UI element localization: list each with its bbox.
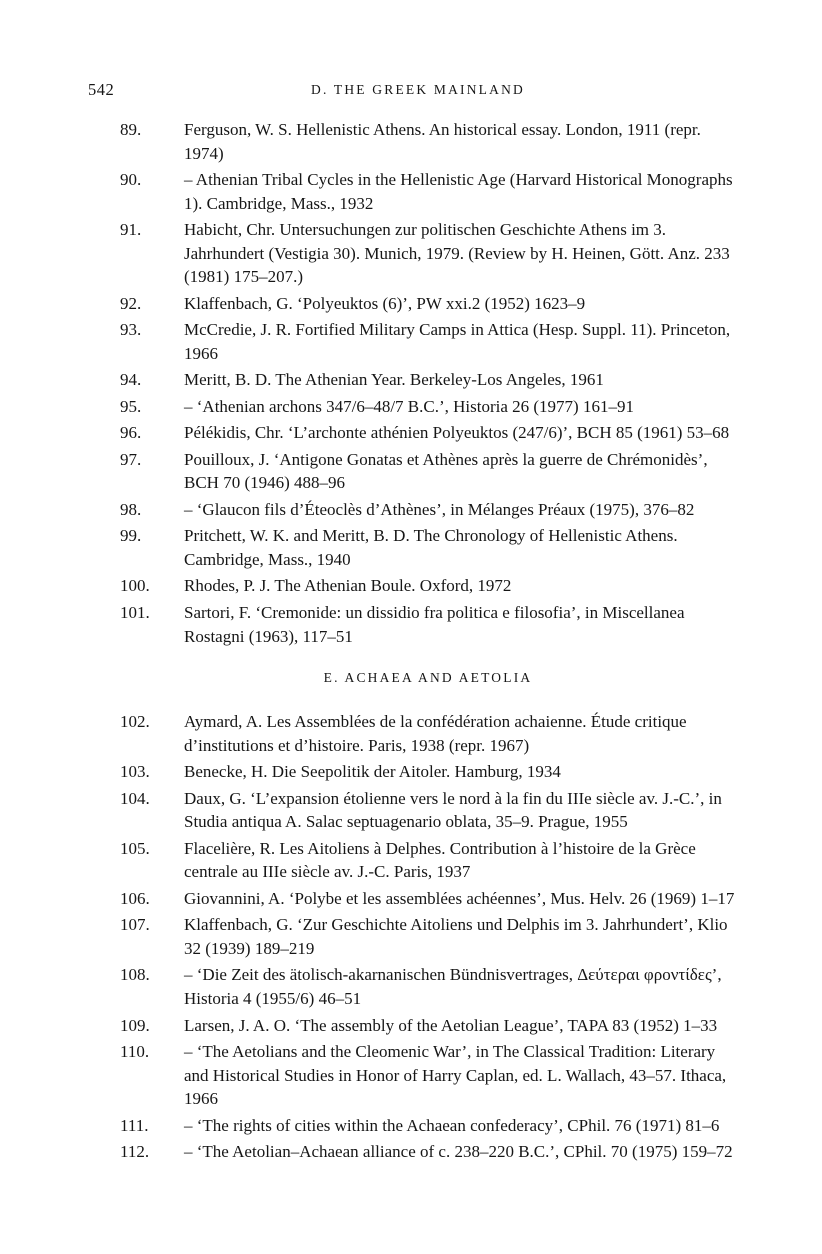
entry-number: 98. [120, 499, 142, 519]
entry-number: 90. [120, 170, 142, 190]
bibliography-entry [88, 887, 736, 911]
entry-text: – ‘The rights of cities within the Achaean confederacy’, CPhil. 76 (1971) 81–6 [184, 1115, 720, 1135]
entry-number: 96. [120, 423, 142, 443]
bibliography-list-e [88, 710, 736, 1164]
entry-number: 108. [120, 965, 150, 985]
entry-text: – ‘Die Zeit des ätolisch-akarnanischen Bündnisvertrages, Δεύτεραι φροντίδες’, Historia 4 (1955/6) 46–51 [184, 965, 722, 1009]
entry-number: 105. [120, 838, 150, 858]
entry-text: Pritchett, W. K. and Meritt, B. D. The Chronology of Hellenistic Athens. Cambridge, Mass., 1940 [184, 526, 678, 569]
entry-text: Meritt, B. D. The Athenian Year. Berkeley-Los Angeles, 1961 [184, 370, 604, 390]
entry-text: Habicht, Chr. Untersuchungen zur politischen Geschichte Athens im 3. Jahrhundert (Vestigia 30). Munich, 1979. (Review by H. Heinen, Gött. Anz. 233 (1981) 175–207.) [184, 220, 730, 287]
entry-text: Daux, G. ‘L’expansion étolienne vers le nord à la fin du IIIe siècle av. J.-C.’, in Studia antiqua A. Salac septuagenario oblata, 35–9. Prague, 1955 [184, 788, 722, 832]
bibliography-entry [88, 368, 736, 392]
bibliography-entry [88, 913, 736, 960]
entry-number: 104. [120, 788, 150, 808]
entry-text: McCredie, J. R. Fortified Military Camps in Attica (Hesp. Suppl. 11). Princeton, 1966 [184, 320, 731, 363]
bibliography-entry [88, 1040, 736, 1111]
entry-number: 112. [120, 1142, 150, 1162]
entry-number: 111. [120, 1115, 149, 1135]
entry-number: 103. [120, 762, 150, 782]
entry-number: 95. [120, 396, 142, 416]
bibliography-entry [88, 448, 736, 495]
entry-text: Larsen, J. A. O. ‘The assembly of the Aetolian League’, TAPA 83 (1952) 1–33 [184, 1015, 718, 1035]
bibliography-entry [88, 601, 736, 648]
bibliography-entry [88, 395, 736, 419]
entry-text: – ‘The Aetolian–Achaean alliance of c. 238–220 B.C.’, CPhil. 70 (1975) 159–72 [184, 1142, 733, 1162]
entry-number: 107. [120, 915, 150, 935]
bibliography-entry [88, 524, 736, 571]
entry-number: 92. [120, 293, 142, 313]
entry-number: 97. [120, 449, 142, 469]
entry-number: 91. [120, 220, 142, 240]
entry-text: Rhodes, P. J. The Athenian Boule. Oxford, 1972 [184, 576, 512, 596]
entry-number: 94. [120, 370, 142, 390]
bibliography-entry [88, 710, 736, 757]
bibliography-entry [88, 318, 736, 365]
running-head [88, 80, 748, 100]
bibliography-entry [88, 421, 736, 445]
entry-number: 101. [120, 602, 150, 622]
entry-number: 106. [120, 888, 150, 908]
bibliography-entry [88, 1114, 736, 1138]
entry-text: Pélékidis, Chr. ‘L’archonte athénien Polyeuktos (247/6)’, BCH 85 (1961) 53–68 [184, 423, 730, 443]
bibliography-entry [88, 118, 736, 165]
bibliography-entry [88, 1140, 736, 1164]
entry-number: 89. [120, 120, 142, 139]
entry-number: 100. [120, 576, 150, 596]
bibliography-entry [88, 168, 736, 215]
entry-text: – ‘The Aetolians and the Cleomenic War’, in The Classical Tradition: Literary and Historical Studies in Honor of Harry Caplan, ed. L. Wallach, 43–57. Ithaca, 1966 [184, 1042, 727, 1109]
bibliography-entry [88, 837, 736, 884]
bibliography-entry [88, 787, 736, 834]
entry-text: Klaffenbach, G. ‘Polyeuktos (6)’, PW xxi.2 (1952) 1623–9 [184, 293, 586, 313]
entry-number: 110. [120, 1042, 150, 1061]
section-heading-achaea-aetolia: E. ACHAEA AND AETOLIA [323, 670, 533, 686]
bibliography-entry [88, 963, 736, 1010]
running-title: D. THE GREEK MAINLAND [311, 82, 525, 97]
entry-text: Aymard, A. Les Assemblées de la confédération achaienne. Étude critique d’institutions et d’histoire. Paris, 1938 (repr. 1967) [184, 712, 687, 755]
entry-text: – ‘Athenian archons 347/6–48/7 B.C.’, Historia 26 (1977) 161–91 [184, 396, 634, 416]
entry-text: Benecke, H. Die Seepolitik der Aitoler. Hamburg, 1934 [184, 762, 561, 782]
entry-number: 102. [120, 712, 150, 732]
bibliography-entry [88, 760, 736, 784]
bibliography-entry [88, 498, 736, 522]
entry-text: Giovannini, A. ‘Polybe et les assemblées achéennes’, Mus. Helv. 26 (1969) 1–17 [184, 888, 735, 908]
entry-text: Ferguson, W. S. Hellenistic Athens. An historical essay. London, 1911 (repr. 1974) [184, 120, 701, 163]
entry-number: 93. [120, 320, 142, 340]
entry-text: – ‘Glaucon fils d’Éteoclès d’Athènes’, in Mélanges Préaux (1975), 376–82 [184, 499, 695, 519]
entry-text: Pouilloux, J. ‘Antigone Gonatas et Athènes après la guerre de Chrémonidès’, BCH 70 (1946) 488–96 [184, 449, 708, 493]
page-number: 542 [88, 80, 115, 99]
bibliography-entry [88, 1014, 736, 1038]
bibliography-entry [88, 218, 736, 289]
entry-number: 109. [120, 1015, 150, 1035]
entry-text: – Athenian Tribal Cycles in the Hellenistic Age (Harvard Historical Monographs 1). Cambridge, Mass., 1932 [184, 170, 733, 213]
bibliography [88, 118, 736, 1167]
entry-number: 99. [120, 526, 142, 546]
entry-text: Flacelière, R. Les Aitoliens à Delphes. Contribution à l’histoire de la Grèce centrale au IIIe siècle av. J.-C. Paris, 1937 [184, 838, 696, 882]
bibliography-entry [88, 574, 736, 598]
entry-text: Klaffenbach, G. ‘Zur Geschichte Aitoliens und Delphis im 3. Jahrhundert’, Klio 32 (1939) 189–219 [184, 915, 728, 958]
entry-text: Sartori, F. ‘Cremonide: un dissidio fra politica e filosofia’, in Miscellanea Rostagni (1963), 117–51 [184, 602, 685, 646]
bibliography-entry [88, 292, 736, 316]
bibliography-list-d [88, 118, 736, 648]
